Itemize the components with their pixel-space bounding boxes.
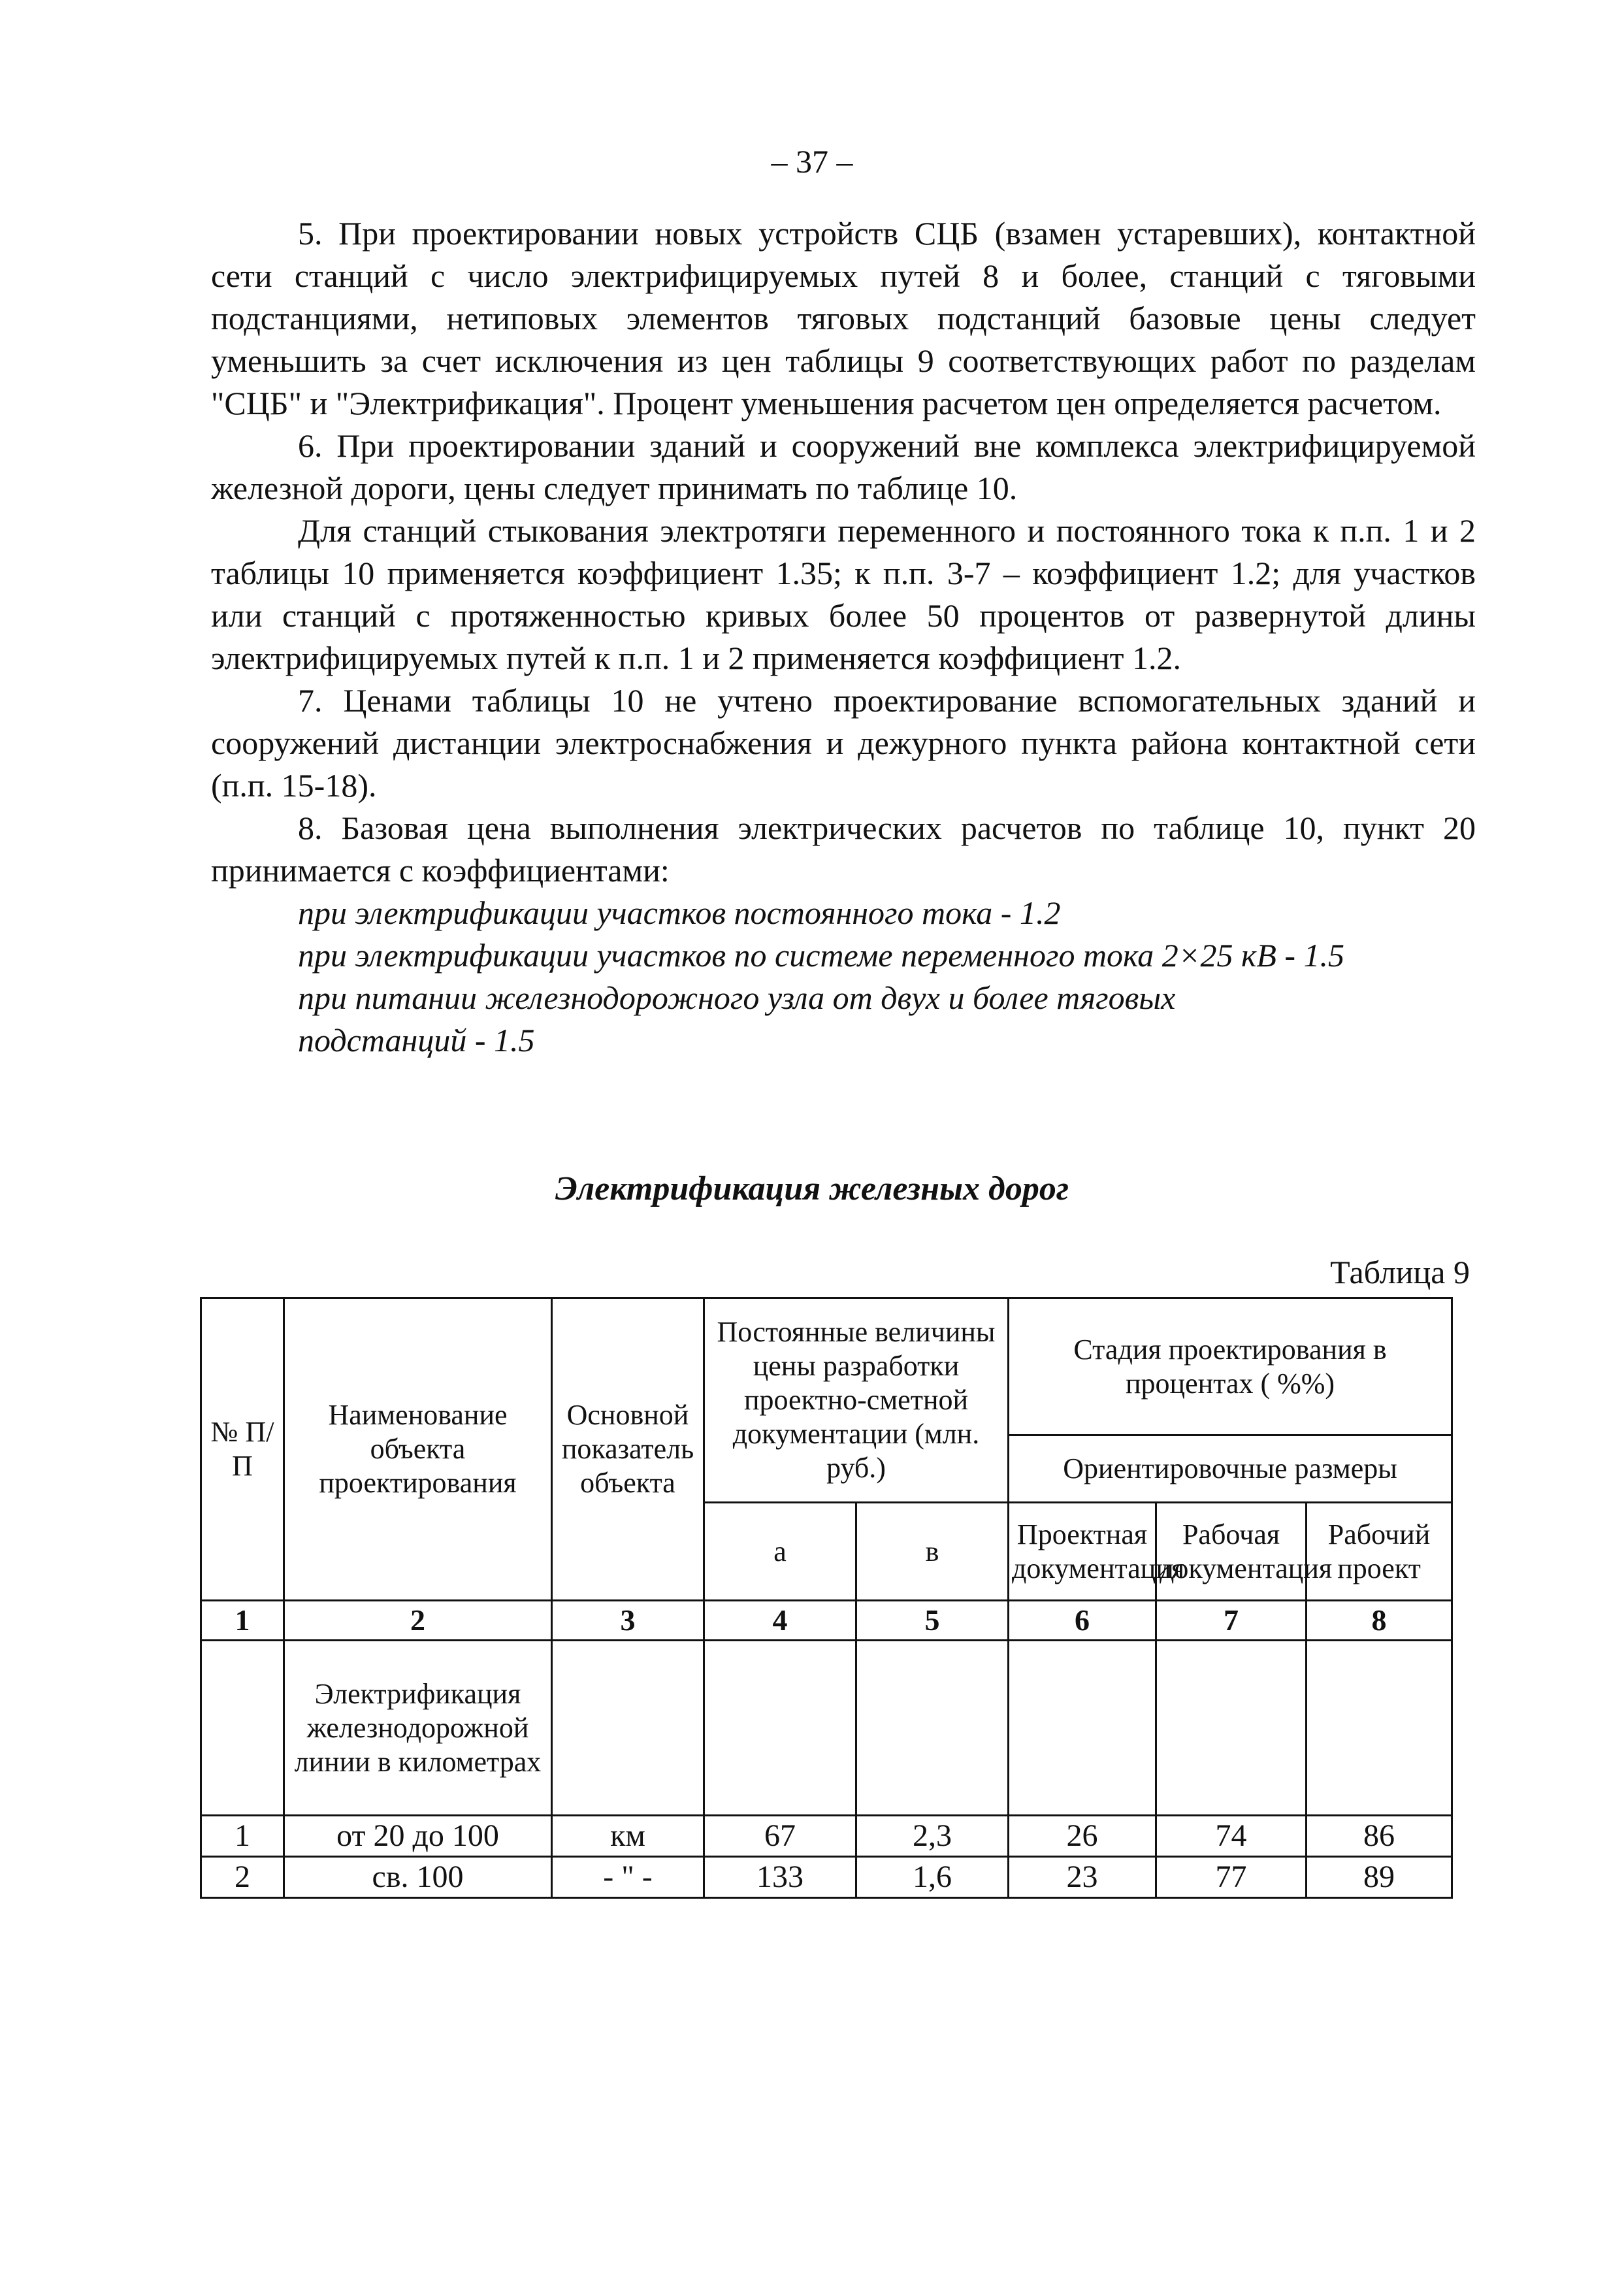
row-num: 2 [201, 1857, 284, 1898]
price-table [200, 1297, 1453, 1899]
header-working-doc: Рабочая документация [1156, 1503, 1307, 1601]
row-working-doc: 77 [1156, 1857, 1307, 1898]
column-number: 6 [1009, 1601, 1156, 1641]
header-num: № П/П [201, 1298, 284, 1601]
header-sizes: Ориентировочные размеры [1009, 1435, 1452, 1503]
row-working-project: 86 [1307, 1816, 1452, 1857]
group-row [201, 1641, 1452, 1816]
column-number: 4 [704, 1601, 856, 1641]
coefficient-line: при электрификации участков по системе переменного тока 2×25 кВ - 1.5 [298, 937, 1345, 974]
page-number: – 37 – [771, 143, 853, 180]
group-title: Электрификация железнодорожной линии в километрах [284, 1641, 552, 1816]
row-working-doc: 74 [1156, 1816, 1307, 1857]
column-number: 5 [856, 1601, 1009, 1641]
row-b: 1,6 [856, 1857, 1009, 1898]
section-title: Электрификация железных дорог [555, 1170, 1069, 1207]
coefficient-list [211, 892, 1476, 1062]
coefficient-line: подстанций - 1.5 [298, 1022, 535, 1058]
row-a: 133 [704, 1857, 856, 1898]
header-stage: Стадия проектирования в процентах ( %%) [1009, 1298, 1452, 1435]
header-indicator: Основной показатель объекта [552, 1298, 704, 1601]
table-row [201, 1857, 1452, 1898]
paragraph-7: 7. Ценами таблицы 10 не учтено проектирование вспомогательных зданий и сооружений дистанции электроснабжения и дежурного пункта района контактной сети (п.п. 15-18). [211, 682, 1476, 804]
column-number: 2 [284, 1601, 552, 1641]
row-a: 67 [704, 1816, 856, 1857]
header-name: Наименование объекта проектирования [284, 1298, 552, 1601]
header-project-doc: Проектная документация [1009, 1503, 1156, 1601]
table-label: Таблица 9 [1330, 1254, 1470, 1290]
header-b: в [856, 1503, 1009, 1601]
header-constants: Постоянные величины цены разработки проектно-сметной документации (млн. руб.) [704, 1298, 1009, 1503]
row-name: от 20 до 100 [284, 1816, 552, 1857]
paragraph-6: 6. При проектировании зданий и сооружений вне комплекса электрифицируемой железной дороги, цены следует принимать по таблице 10. [211, 427, 1476, 506]
column-number: 1 [201, 1601, 284, 1641]
row-unit: - " - [552, 1857, 704, 1898]
column-number: 7 [1156, 1601, 1307, 1641]
row-working-project: 89 [1307, 1857, 1452, 1898]
row-name: св. 100 [284, 1857, 552, 1898]
body-text [211, 212, 1476, 1062]
column-number: 8 [1307, 1601, 1452, 1641]
paragraph-5: 5. При проектировании новых устройств СЦБ (взамен устаревших), контактной сети станций с число электрифицируемых путей 8 и более, станций с тяговыми подстанциями, нетиповых элементов тяговых подстанций базовые цены следует уменьшить за счет исключения из цен таблицы 9 соответствующих работ по разделам "СЦБ" и "Электрификация". Процент уменьшения расчетом цен определяется расчетом. [211, 215, 1476, 421]
header-working-project: Рабочий проект [1307, 1503, 1452, 1601]
coefficient-line: при питании железнодорожного узла от двух и более тяговых [298, 979, 1176, 1016]
table-row [201, 1816, 1452, 1857]
paragraph-stations: Для станций стыкования электротяги переменного и постоянного тока к п.п. 1 и 2 таблицы 10 применяется коэффициент 1.35; к п.п. 3-7 – коэффициент 1.2; для участков или станций с протяженностью кривых более 50 процентов от развернутой длины электрифицируемых путей к п.п. 1 и 2 применяется коэффициент 1.2. [211, 512, 1476, 676]
coefficient-line: при электрификации участков постоянного тока - 1.2 [298, 894, 1061, 931]
header-a: а [704, 1503, 856, 1601]
column-number: 3 [552, 1601, 704, 1641]
row-num: 1 [201, 1816, 284, 1857]
row-unit: км [552, 1816, 704, 1857]
row-b: 2,3 [856, 1816, 1009, 1857]
row-project-doc: 26 [1009, 1816, 1156, 1857]
row-project-doc: 23 [1009, 1857, 1156, 1898]
column-number-row [201, 1601, 1452, 1641]
paragraph-8: 8. Базовая цена выполнения электрических расчетов по таблице 10, пункт 20 принимается с коэффициентами: [211, 810, 1476, 889]
